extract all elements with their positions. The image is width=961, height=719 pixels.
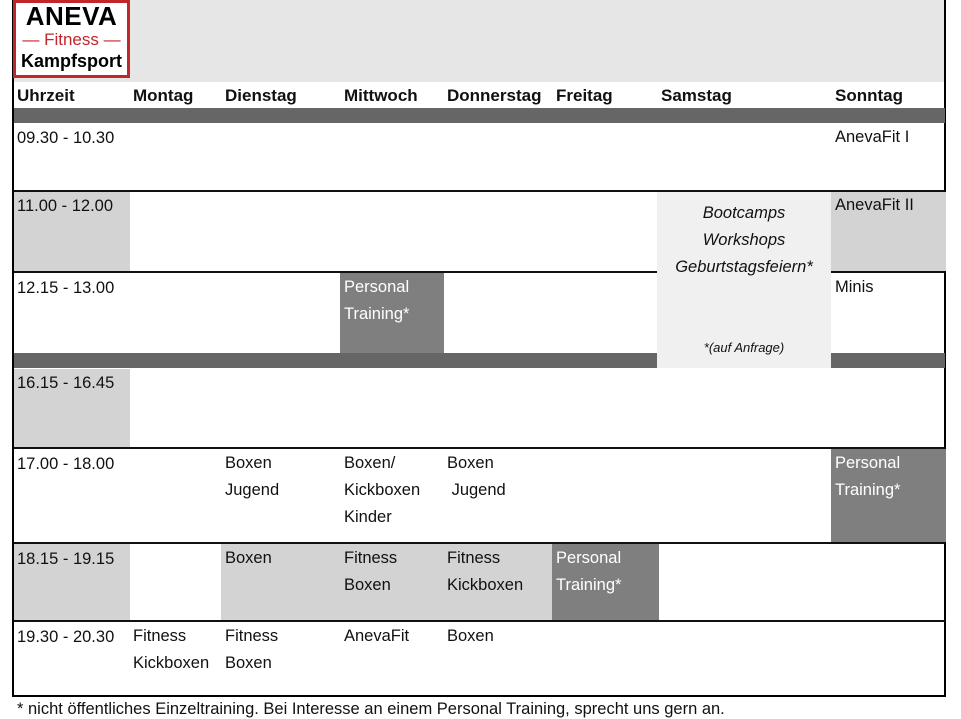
column-header-donnerstag: Donnerstag bbox=[447, 86, 542, 105]
class-entry: Jugend bbox=[447, 481, 506, 499]
class-entry: Boxen bbox=[225, 454, 272, 472]
logo-tagline: Kampfsport bbox=[20, 51, 122, 71]
logo-subtitle: — Fitness — bbox=[22, 30, 121, 49]
column-header-montag: Montag bbox=[133, 86, 194, 105]
class-entry: Boxen bbox=[225, 549, 272, 567]
class-entry: Boxen bbox=[225, 654, 272, 672]
class-entry: Kickboxen bbox=[447, 576, 524, 594]
time-label: 17.00 - 18.00 bbox=[17, 455, 115, 473]
saturday-birthday-parties: Geburtstagsfeiern* bbox=[675, 258, 813, 276]
class-entry: Jugend bbox=[225, 481, 280, 499]
column-header-dienstag: Dienstag bbox=[225, 86, 297, 105]
saturday-workshops: Workshops bbox=[702, 231, 786, 249]
saturday-note: *(auf Anfrage) bbox=[703, 340, 785, 355]
logo bbox=[13, 0, 130, 78]
time-label: 18.15 - 19.15 bbox=[17, 550, 115, 568]
class-entry: Personal bbox=[556, 549, 622, 567]
class-entry: Fitness bbox=[344, 549, 398, 567]
class-entry: AnevaFit bbox=[344, 627, 410, 645]
class-entry: Fitness bbox=[225, 627, 279, 645]
class-entry: AnevaFit II bbox=[835, 196, 914, 214]
class-entry: Training* bbox=[556, 576, 622, 594]
column-header-sonntag: Sonntag bbox=[835, 86, 903, 105]
class-entry: Personal bbox=[344, 278, 410, 296]
saturday-bootcamps: Bootcamps bbox=[702, 204, 786, 222]
row-divider bbox=[14, 271, 657, 273]
row-divider bbox=[14, 447, 945, 449]
footnote: * nicht öffentliches Einzeltraining. Bei Interesse an einem Personal Training, sprecht uns gern an. bbox=[17, 700, 725, 718]
column-header-freitag: Freitag bbox=[556, 86, 613, 105]
column-header-uhrzeit: Uhrzeit bbox=[17, 86, 75, 105]
time-label: 12.15 - 13.00 bbox=[17, 279, 115, 297]
class-entry: Fitness bbox=[447, 549, 501, 567]
class-entry: Kickboxen bbox=[133, 654, 210, 672]
row-divider bbox=[14, 620, 945, 622]
time-label: 16.15 - 16.45 bbox=[17, 374, 115, 392]
class-entry: Training* bbox=[835, 481, 901, 499]
time-label: 11.00 - 12.00 bbox=[17, 197, 114, 215]
time-label: 19.30 - 20.30 bbox=[17, 628, 115, 646]
class-entry: Training* bbox=[344, 305, 410, 323]
class-entry: Fitness bbox=[133, 627, 187, 645]
class-entry: Kinder bbox=[344, 508, 392, 526]
row-divider bbox=[830, 271, 945, 273]
class-entry: Kickboxen bbox=[344, 481, 421, 499]
class-entry: Personal bbox=[835, 454, 901, 472]
column-header-samstag: Samstag bbox=[661, 86, 732, 105]
column-header-mittwoch: Mittwoch bbox=[344, 86, 418, 105]
logo-title: ANEVA bbox=[25, 1, 118, 31]
class-entry: Boxen bbox=[344, 576, 391, 594]
class-entry: Boxen bbox=[447, 454, 494, 472]
class-entry: Boxen bbox=[447, 627, 494, 645]
class-entry: Boxen/ bbox=[344, 454, 396, 472]
class-entry: AnevaFit I bbox=[835, 128, 910, 146]
class-entry: Minis bbox=[835, 278, 874, 296]
header-divider-band bbox=[14, 108, 945, 123]
time-label: 09.30 - 10.30 bbox=[17, 129, 115, 147]
